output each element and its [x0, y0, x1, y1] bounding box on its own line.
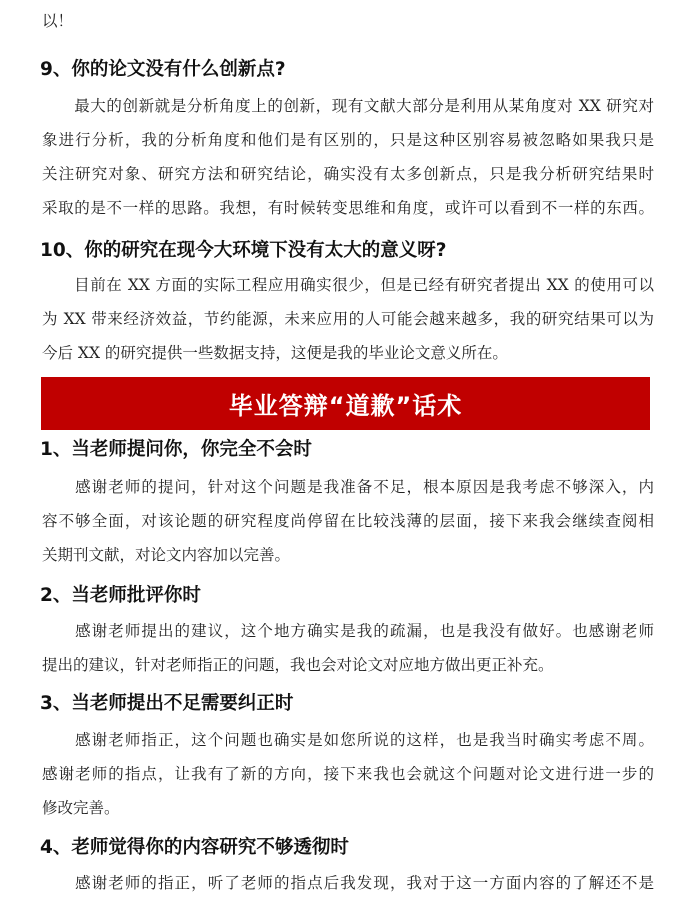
section-banner	[41, 377, 650, 430]
paragraph-line: 感谢老师的提问，针对这个问题是我准备不足，根本原因是我考虑不够深入，内	[42, 478, 654, 496]
paragraph-line: 感谢老师指正，这个问题也确实是如您所说的这样，也是我当时确实考虑不周。	[42, 731, 654, 749]
paragraph-line: 目前在 XX 方面的实际工程应用确实很少，但是已经有研究者提出 XX 的使用可以	[42, 276, 654, 294]
apology-3-heading: 3、当老师提出不足需要纠正时	[40, 693, 294, 714]
question-9-heading: 9、你的论文没有什么创新点?	[40, 59, 286, 80]
paragraph-line: 感谢老师的指点，让我有了新的方向，接下来我也会就这个问题对论文进行进一步的	[42, 765, 654, 783]
paragraph-line: 今后 XX 的研究提供一些数据支持，这便是我的毕业论文意义所在。	[42, 344, 508, 362]
paragraph-line: 修改完善。	[42, 799, 120, 817]
apology-2-text	[42, 614, 654, 682]
apology-3-text	[42, 723, 654, 825]
paragraph-line: 关期刊文献，对论文内容加以完善。	[42, 546, 291, 564]
apology-1-text	[42, 470, 654, 572]
previous-paragraph-fragment	[42, 4, 654, 38]
paragraph-line: 以！	[42, 12, 74, 30]
apology-1-heading: 1、当老师提问你，你完全不会时	[40, 439, 312, 460]
paragraph-line: 为 XX 带来经济效益，节约能源，未来应用的人可能会越来越多，我的研究结果可以为	[42, 310, 654, 328]
question-10-heading: 10、你的研究在现今大环境下没有太大的意义呀?	[40, 240, 447, 261]
paragraph-line: 象进行分析，我的分析角度和他们是有区别的，只是这种区别容易被忽略如果我只是	[42, 131, 654, 149]
question-9-answer	[42, 89, 654, 225]
paragraph-line: 提出的建议，针对老师指正的问题，我也会对论文对应地方做出更正补充。	[42, 656, 554, 674]
paragraph-line: 感谢老师提出的建议，这个地方确实是我的疏漏，也是我没有做好。也感谢老师	[42, 622, 654, 640]
banner-title: 毕业答辩“道歉”话术	[228, 392, 463, 420]
paragraph-line: 感谢老师的指正，听了老师的指点后我发现，我对于这一方面内容的了解还不是	[42, 874, 654, 892]
paragraph-line: 最大的创新就是分析角度上的创新，现有文献大部分是利用从某角度对 XX 研究对	[42, 97, 654, 115]
question-10-answer	[42, 268, 654, 370]
paragraph-line: 容不够全面，对该论题的研究程度尚停留在比较浅薄的层面，接下来我会继续查阅相	[42, 512, 654, 530]
apology-4-text	[42, 866, 654, 900]
paragraph-line: 关注研究对象、研究方法和研究结论，确实没有太多创新点，只是我分析研究结果时	[42, 165, 654, 183]
apology-2-heading: 2、当老师批评你时	[40, 585, 201, 606]
apology-4-heading: 4、老师觉得你的内容研究不够透彻时	[40, 837, 349, 858]
paragraph-line: 采取的是不一样的思路。我想，有时候转变思维和角度，或许可以看到不一样的东西。	[42, 199, 654, 217]
